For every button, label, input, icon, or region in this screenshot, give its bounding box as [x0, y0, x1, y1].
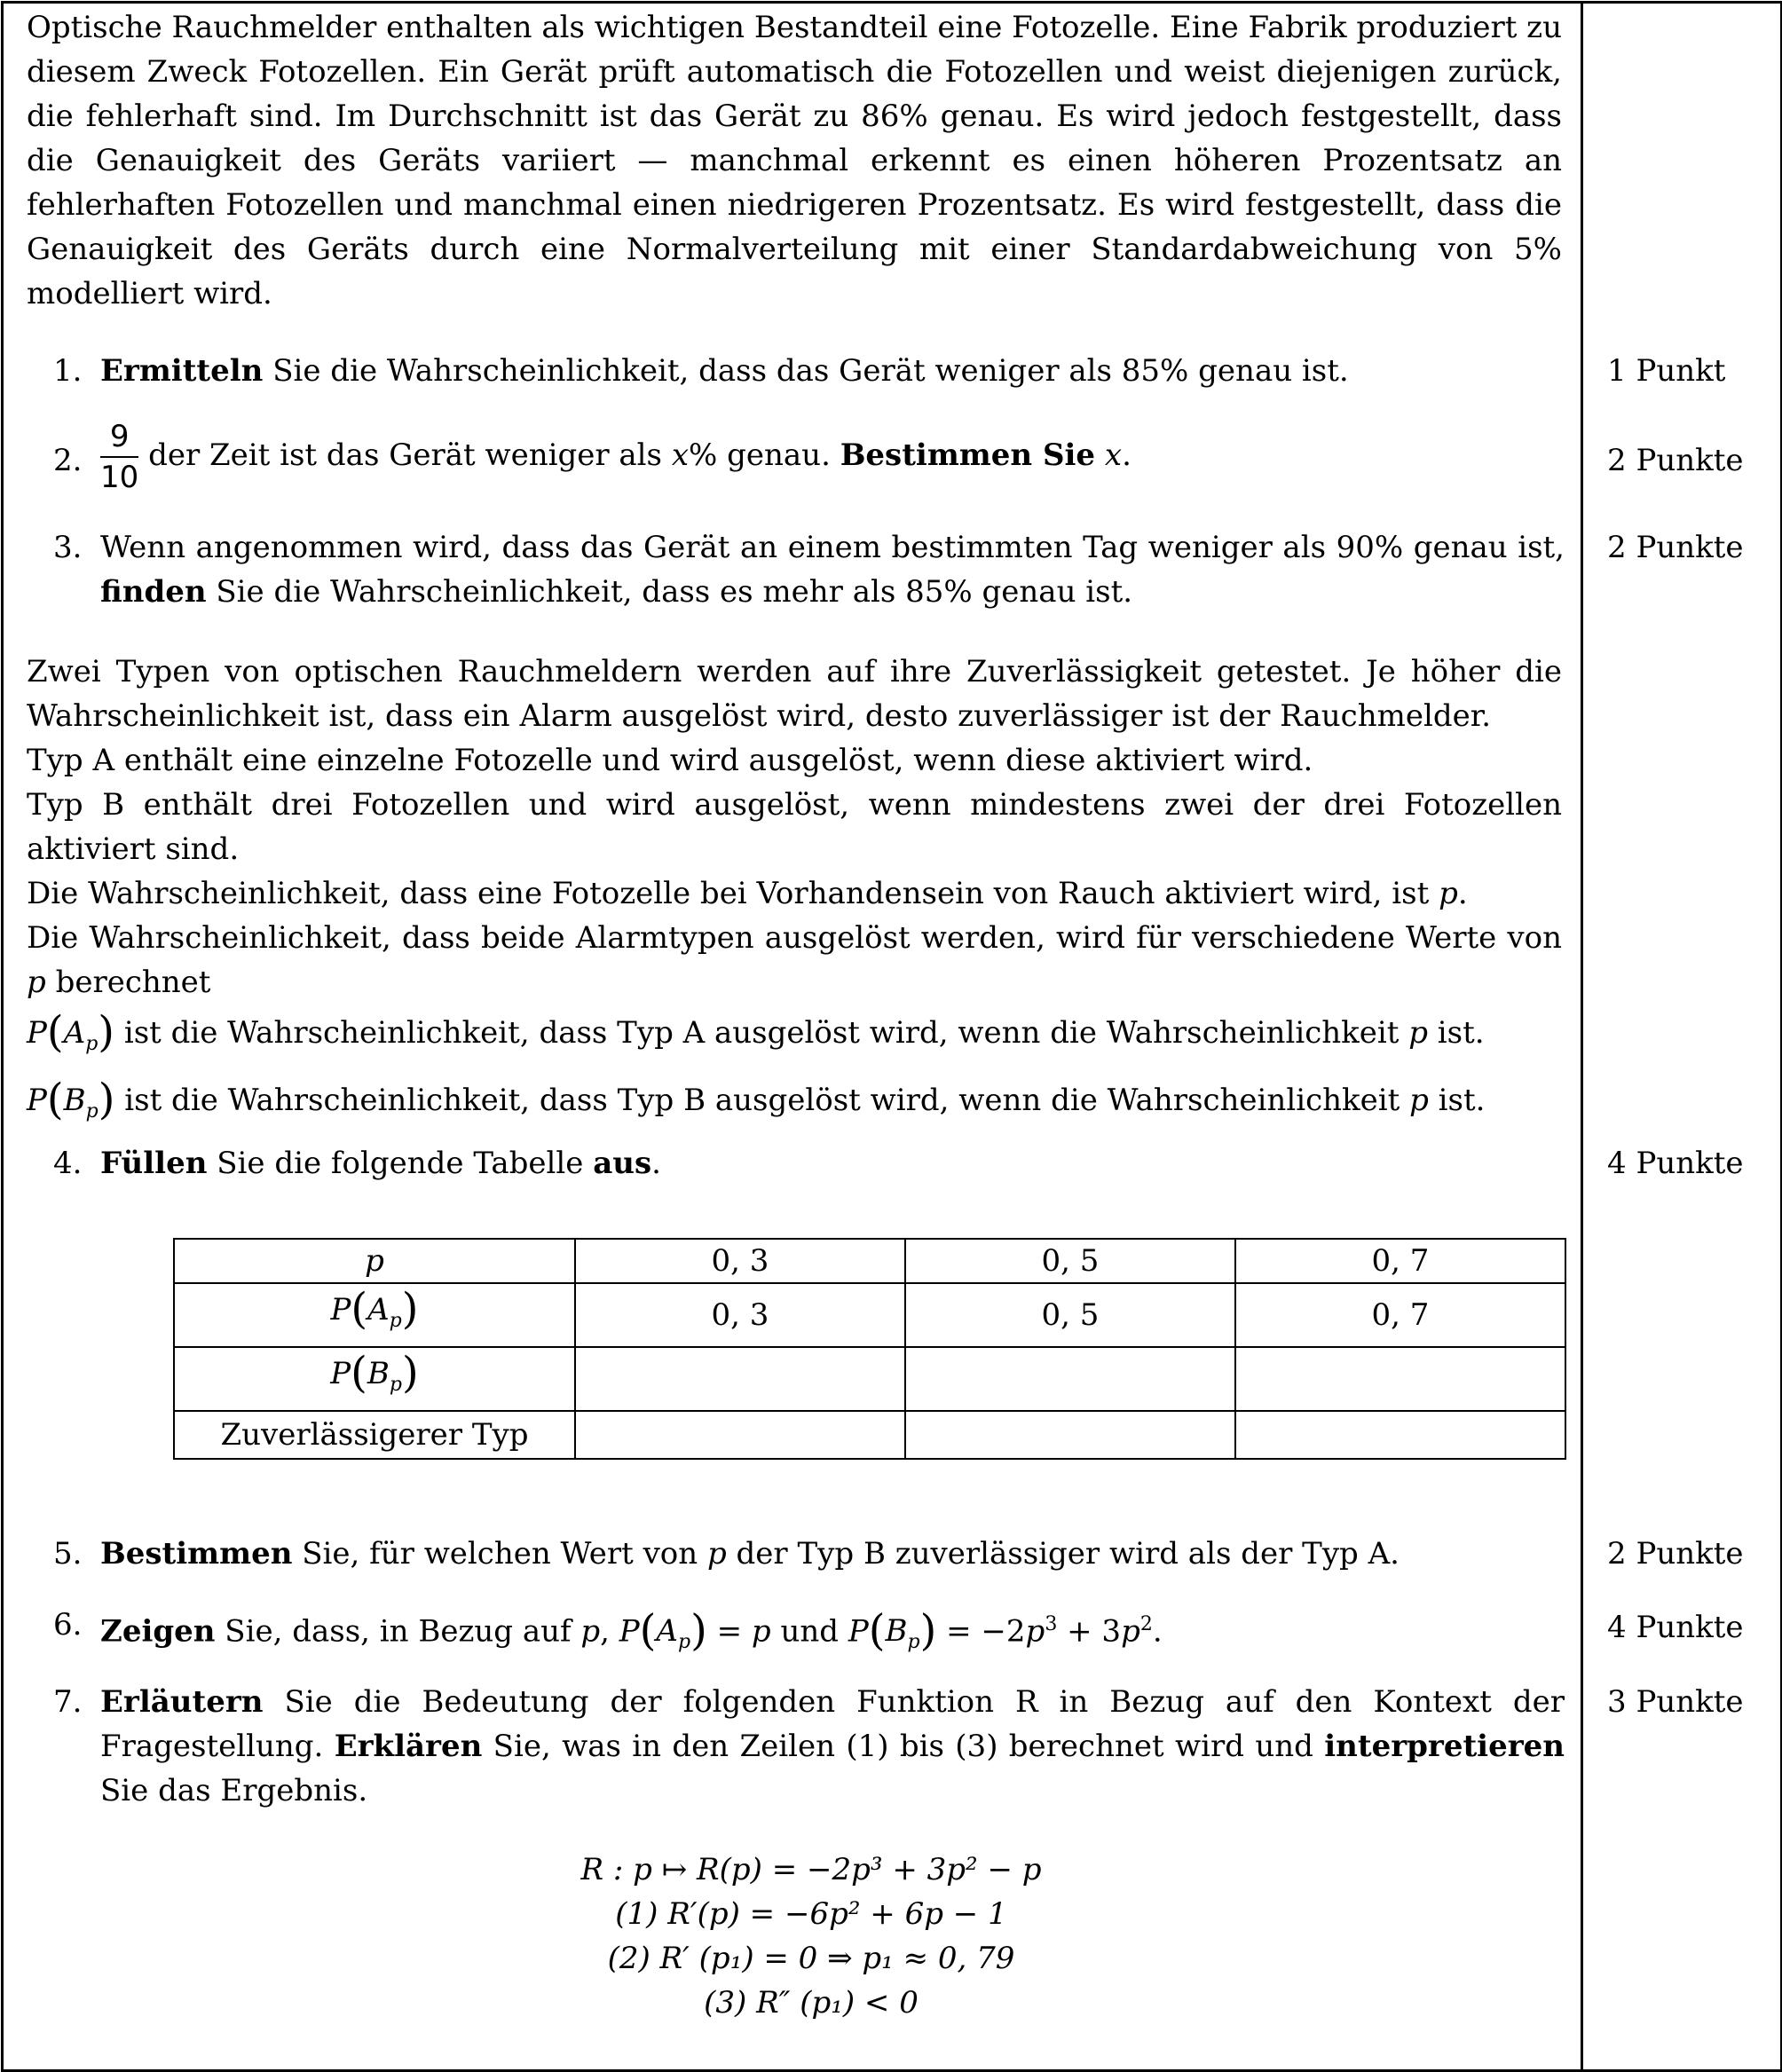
text: % genau. [689, 437, 840, 473]
text: Die Wahrscheinlichkeit, dass beide Alarmtypen ausgelöst werden, wird für verschiedene Werte von [27, 920, 1562, 956]
fraction-denominator: 10 [100, 460, 139, 495]
bold-verb: Erklären [334, 1729, 483, 1764]
table-cell: 0, 7 [1235, 1283, 1565, 1347]
bold-verb: interpretieren [1324, 1729, 1565, 1764]
formula-2: (2) R′ (p₁) = 0 ⇒ p₁ ≈ 0, 79 [607, 1941, 1015, 1976]
page-frame [1, 1, 1782, 2072]
table-row [174, 1411, 1565, 1459]
intro-text: Optische Rauchmelder enthalten als wichtigen Bestandteil eine Fotozelle. Eine Fabrik produziert zu diesem Zweck Fotozellen. Ein Gerät prüft automatisch die Fotozellen und weist diejenigen zurück, die fehlerhaft sind. Im Durchschnitt ist das Gerät zu 86% genau. Es wird jedoch festgestellt, dass die Genauigkeit des Geräts variiert — manchmal erkennt es einen höheren Prozentsatz an fehlerhaften Fotozellen und manchmal einen niedrigeren Prozentsatz. Es wird festgestellt, dass die Genauigkeit des Geräts durch eine Normalverteilung mit einer Standardabweichung von 5% modelliert wird. [27, 10, 1562, 311]
points-q3: 2 Punkte [1607, 530, 1744, 565]
bold-verb: Erläutern [100, 1684, 264, 1720]
text: Die Wahrscheinlichkeit, dass eine Fotozelle bei Vorhandensein von Rauch aktiviert wird, ist [27, 876, 1439, 911]
question-number: 6. [53, 1607, 83, 1643]
probability-table [173, 1238, 1566, 1460]
table-cell: 0, 5 [905, 1283, 1235, 1347]
table-cell [905, 1411, 1235, 1459]
table-cell [575, 1411, 905, 1459]
var-p: p [27, 965, 46, 1000]
text: und [770, 1613, 848, 1650]
var-p: p [706, 1536, 727, 1572]
points-q4: 4 Punkte [1607, 1146, 1744, 1181]
pa-definition: $P(A_p)$ ist die Wahrscheinlichkeit, dass Typ A ausgelöst wird, wenn die Wahrscheinlichkeit p ist. [27, 1007, 1485, 1057]
pb-definition: $P(B_p)$ ist die Wahrscheinlichkeit, dass Typ B ausgelöst wird, wenn die Wahrscheinlichkeit p ist. [27, 1074, 1486, 1124]
table-row [174, 1283, 1565, 1347]
table-cell: p [174, 1239, 575, 1283]
table-row-label-reliable: Zuverlässigerer Typ [174, 1411, 575, 1459]
text: ist. [1428, 1082, 1486, 1118]
question-text [100, 1532, 1565, 1576]
text: Sie die folgende Tabelle [207, 1146, 594, 1181]
table-row [174, 1347, 1565, 1411]
text: ist die Wahrscheinlichkeit, dass Typ B ausgelöst wird, wenn die Wahrscheinlichkeit [114, 1082, 1410, 1118]
table-cell [575, 1347, 905, 1411]
text: Typ B enthält drei Fotozellen und wird ausgelöst, wenn mindestens zwei der drei Fotozellen aktiviert sind. [27, 787, 1562, 867]
bold-verb: aus [593, 1146, 652, 1181]
text: der Zeit ist das Gerät weniger als [138, 437, 672, 473]
points-q7: 3 Punkte [1607, 1684, 1744, 1720]
bold-verb: Füllen [100, 1146, 208, 1181]
points-q5: 2 Punkte [1607, 1536, 1744, 1572]
text: ist. [1427, 1015, 1485, 1051]
table-cell: 0, 7 [1235, 1239, 1565, 1283]
text: Sie die Bedeutung der folgenden Funktion R in Bezug auf den Kontext der Fragestellung. [100, 1684, 1565, 1764]
table-row [174, 1239, 1565, 1283]
question-text [100, 525, 1565, 614]
text: der Typ B zuverlässiger wird als der Typ A. [726, 1536, 1400, 1572]
fraction [100, 417, 138, 497]
question-text: Zeigen Sie, dass, in Bezug auf p, $P(A_p) = p$ und $P(B_p) = -2p^3 + 3p^2$. [100, 1605, 1163, 1656]
question-number: 1. [53, 353, 83, 389]
types-paragraph [27, 650, 1562, 1139]
table-cell: 0, 5 [905, 1239, 1235, 1283]
table-cell [905, 1347, 1235, 1411]
table-cell [1235, 1411, 1565, 1459]
formula-1: (1) R′(p) = −6p² + 6p − 1 [615, 1896, 1007, 1932]
intro-paragraph [27, 5, 1562, 316]
question-number: 4. [53, 1146, 83, 1181]
text: . [651, 1146, 661, 1181]
bold-verb: Bestimmen [100, 1536, 293, 1572]
text: berechnet [45, 965, 211, 1000]
text: Sie, für welchen Wert von [292, 1536, 707, 1572]
var-x: x [1104, 437, 1123, 473]
var-x: x [671, 437, 689, 473]
question-text [100, 417, 1565, 497]
text: Sie, dass, in Bezug auf [215, 1613, 581, 1650]
table-cell [1235, 1347, 1565, 1411]
bold-verb: Bestimmen Sie [840, 437, 1096, 473]
formula-3: (3) R″ (p₁) < 0 [704, 1985, 919, 2021]
question-number: 7. [53, 1684, 83, 1720]
bold-verb: Ermitteln [100, 353, 264, 389]
points-q1: 1 Punkt [1607, 353, 1726, 389]
question-number: 3. [53, 530, 83, 565]
text: Wenn angenommen wird, dass das Gerät an einem bestimmten Tag weniger als 90% genau ist, [100, 530, 1565, 565]
bold-verb: finden [100, 574, 207, 610]
text: Zwei Typen von optischen Rauchmeldern werden auf ihre Zuverlässigkeit getestet. Je höher die Wahrscheinlichkeit ist, dass ein Alarm ausgelöst wird, desto zuverlässiger ist der Rauchmelder. [27, 654, 1562, 734]
question-text [100, 349, 1565, 393]
text-line [27, 916, 1562, 1004]
fraction-numerator: 9 [100, 417, 138, 458]
question-number: 2. [53, 443, 83, 478]
formula-r: R : p ↦ R(p) = −2p³ + 3p² − p [580, 1852, 1042, 1887]
points-q6: 4 Punkte [1607, 1610, 1744, 1645]
table-row-label-pb: $P(B_p)$ [174, 1347, 575, 1411]
var-p: p [1439, 876, 1458, 911]
text: Sie, was in den Zeilen (1) bis (3) berechnet wird und [482, 1729, 1325, 1764]
text: Sie das Ergebnis. [100, 1773, 368, 1808]
points-column-divider [1581, 4, 1583, 2069]
question-text [100, 1680, 1565, 1813]
points-q2: 2 Punkte [1607, 443, 1744, 478]
question-number: 5. [53, 1536, 83, 1572]
bold-verb: Zeigen [100, 1613, 216, 1650]
text: . [1122, 437, 1131, 473]
text: Sie die Wahrscheinlichkeit, dass es mehr als 85% genau ist. [206, 574, 1133, 610]
table-row-label-pa: $P(A_p)$ [174, 1283, 575, 1347]
text: Typ A enthält eine einzelne Fotozelle und wird ausgelöst, wenn diese aktiviert wird. [27, 743, 1313, 778]
text: ist die Wahrscheinlichkeit, dass Typ A ausgelöst wird, wenn die Wahrscheinlichkeit [114, 1015, 1409, 1051]
text-line: Die Wahrscheinlichkeit, dass eine Fotozelle bei Vorhandensein von Rauch aktiviert wird, ist p. [27, 876, 1468, 911]
question-text [100, 1141, 1565, 1186]
text: Sie die Wahrscheinlichkeit, dass das Gerät weniger als 85% genau ist. [263, 353, 1349, 389]
table-cell: 0, 3 [575, 1283, 905, 1347]
table-cell: 0, 3 [575, 1239, 905, 1283]
